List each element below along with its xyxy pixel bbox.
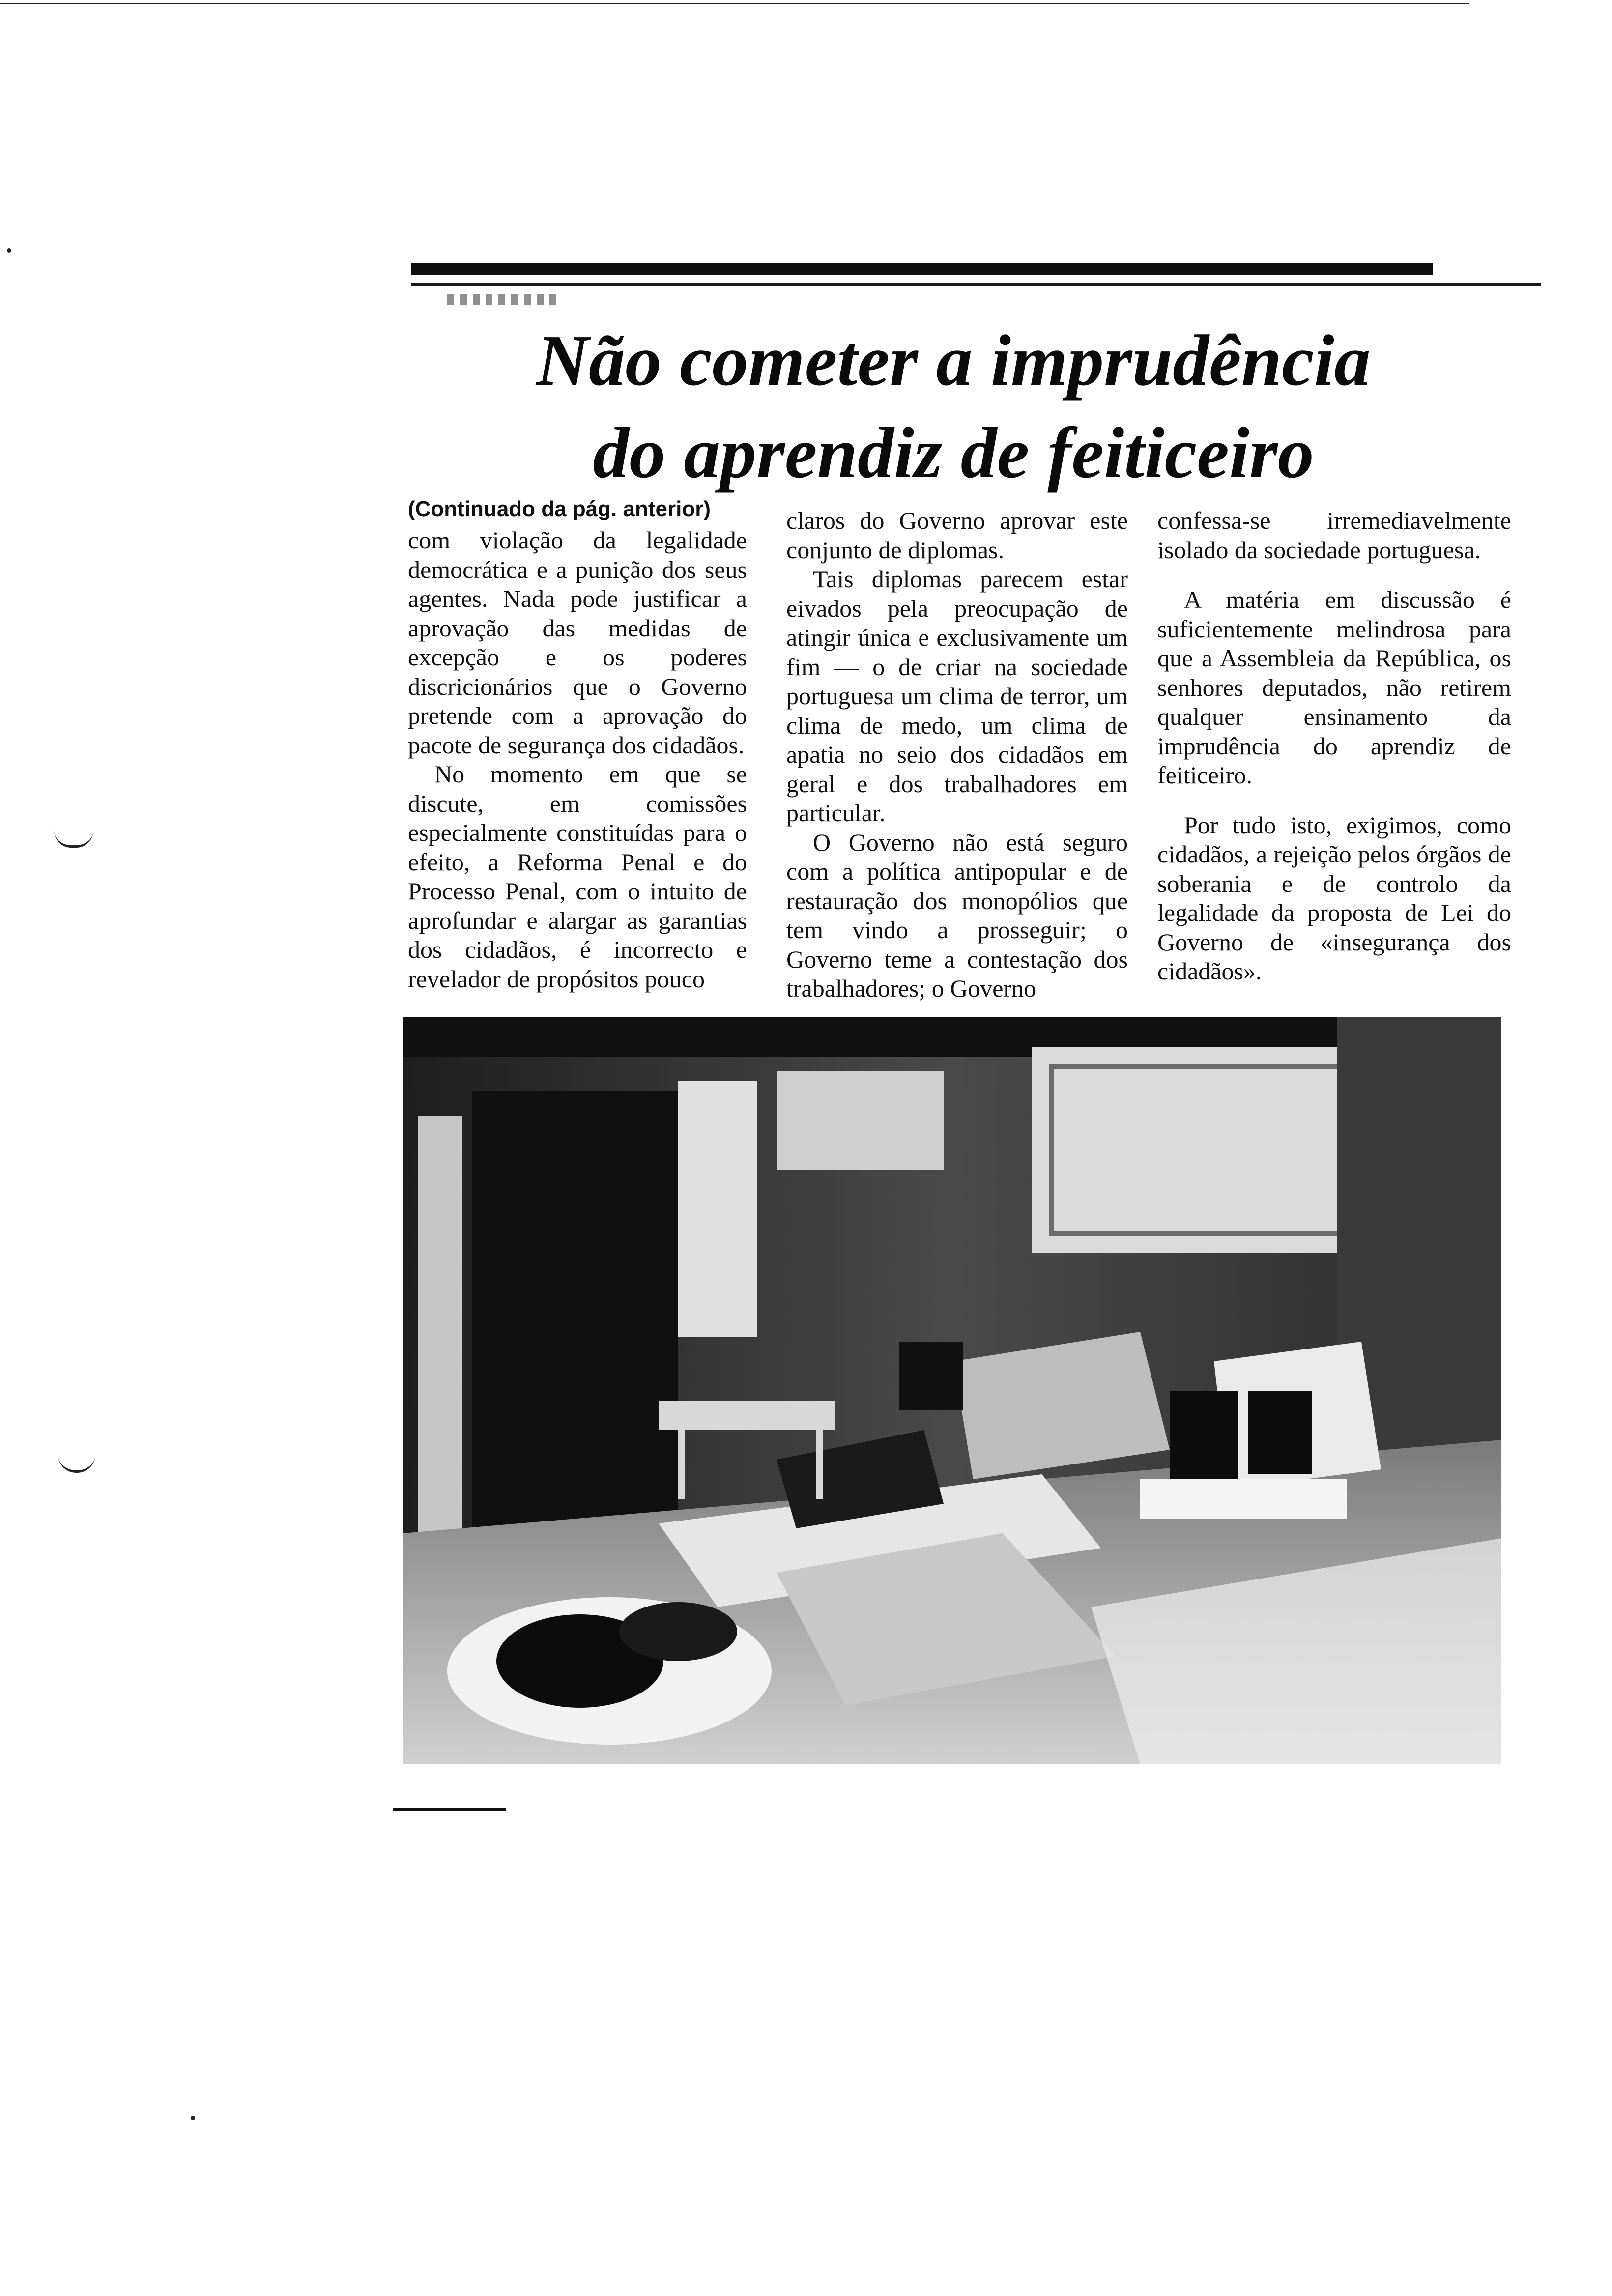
newspaper-clipping <box>393 246 1538 1828</box>
paragraph: claros do Governo aprovar este conjunto de diplomas. <box>786 507 1128 564</box>
paragraph: com violação da legalidade democrática e a punição dos seus agentes. Nada pode justificar a aprovação das medidas de excepção e os poderes discricionários que o Governo pretende com a aprovação do pacote de segurança dos cidadãos. <box>408 526 747 759</box>
continued-note: (Continuado da pág. anterior) <box>408 497 711 521</box>
paragraph: confessa-se irremediavelmente isolado da sociedade portuguesa. <box>1157 507 1511 564</box>
headline-line-1: Não cometer a imprudência <box>536 320 1371 401</box>
speck-mark <box>7 248 11 253</box>
article-column-3 <box>1157 506 1511 986</box>
paragraph: O Governo não está seguro com a política antipopular e de restauração dos monopólios que tem vindo a prosseguir; o Governo teme a contestação dos trabalhadores; o Governo <box>786 828 1128 1002</box>
end-rule <box>393 1808 506 1811</box>
article-column-1 <box>408 526 747 994</box>
headline <box>393 315 1514 499</box>
headline-line-2: do aprendiz de feiticeiro <box>593 413 1314 493</box>
banner-rule <box>411 283 1541 286</box>
binder-mark-lower <box>58 1455 95 1473</box>
page-top-rule <box>0 3 1469 4</box>
banner-bar <box>411 263 1433 275</box>
article-column-2 <box>786 506 1128 1004</box>
paragraph: No momento em que se discute, em comissões especialmente constituídas para o efeito, a Reforma Penal e do Processo Penal, com o intuito de aprofundar e alargar as garantias dos cidadãos, é incorrecto e revelador de propósitos pouco <box>408 760 747 993</box>
paragraph: Tais diplomas parecem estar eivados pela preocupação de atingir única e exclusivamente um fim — o de criar na sociedade portuguesa um clima de terror, um clima de medo, um clima de apatia no seio dos cidadãos em geral e dos trabalhadores em particular. <box>786 565 1128 827</box>
paragraph: Por tudo isto, exigimos, como cidadãos, a rejeição pelos órgãos de soberania e de controlo da legalidade da proposta de Lei do Governo de «insegurança dos cidadãos». <box>1157 811 1511 985</box>
news-photo <box>403 1017 1501 1764</box>
print-smudge <box>447 294 560 305</box>
binder-mark-upper <box>54 831 93 848</box>
paragraph: A matéria em discussão é suficientemente melindrosa para que a Assembleia da República, os senhores deputados, não retirem qualquer ensinamento da imprudência do aprendiz de feiticeiro. <box>1157 586 1511 789</box>
speck-mark <box>191 2116 195 2120</box>
ransacked-room-photo-icon <box>403 1017 1501 1764</box>
